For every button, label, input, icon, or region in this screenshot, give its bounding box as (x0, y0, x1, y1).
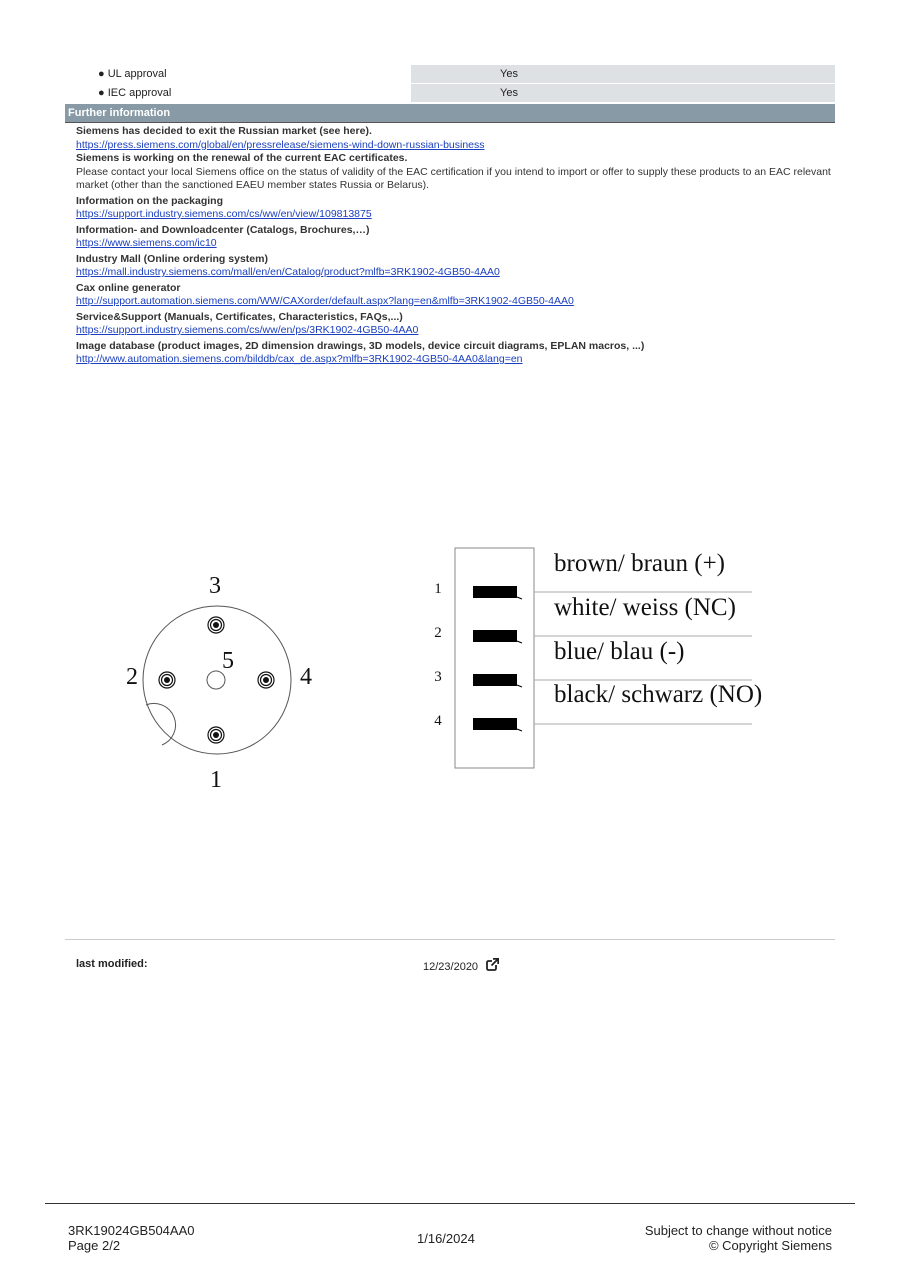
wire-number-4: 4 (434, 713, 442, 729)
pin-number-2: 2 (126, 664, 138, 690)
wire-label-brown: brown/ braun (+) (554, 550, 725, 577)
info-entry-russia (76, 125, 831, 152)
info-link[interactable]: https://www.siemens.com/ic10 (76, 237, 217, 249)
wire-terminal-1 (473, 586, 522, 599)
info-heading: Information on the packaging (76, 194, 224, 207)
section-title: Further information (68, 107, 171, 119)
wire-label-blue: blue/ blau (-) (554, 638, 685, 665)
wire-number-3: 3 (434, 669, 442, 685)
pin-1 (208, 727, 224, 743)
pin-number-5: 5 (222, 648, 234, 674)
info-link[interactable]: https://press.siemens.com/global/en/pressrelease/siemens-wind-down-russian-business (76, 138, 485, 151)
coding-notch (146, 703, 176, 745)
divider (65, 939, 835, 940)
last-modified-label: last modified: (76, 958, 148, 970)
wiring-block (455, 548, 534, 768)
info-heading: Cax online generator (76, 281, 181, 294)
wire-label-black: black/ schwarz (NO) (554, 681, 763, 708)
info-entry-packaging (76, 195, 831, 222)
info-heading: Image database (product images, 2D dimension drawings, 3D models, device circuit diagrams, EPLAN macros, ...) (76, 339, 645, 352)
pin-2 (159, 672, 175, 688)
wire-terminal-2 (473, 630, 522, 643)
pin-3 (208, 617, 224, 633)
info-link[interactable]: https://support.industry.siemens.com/cs/ww/en/ps/3RK1902-4GB50-4AA0 (76, 324, 419, 336)
info-text: Please contact your local Siemens office on the status of validity of the EAC certification if you intend to import or offer to supply these products to an EAC relevant market (other than the sanctioned EAEU member states Russia or Belarus). (76, 165, 831, 191)
info-heading: Service&Support (Manuals, Certificates, Characteristics, FAQs,...) (76, 310, 403, 323)
footer-copyright: © Copyright Siemens (708, 1238, 832, 1253)
footer-date: 1/16/2024 (417, 1231, 475, 1246)
external-link-icon[interactable] (486, 958, 499, 971)
connector-pinout-diagram (0, 530, 900, 800)
last-modified-value: 12/23/2020 (423, 961, 479, 973)
info-link[interactable]: https://mall.industry.siemens.com/mall/en/en/Catalog/product?mlfb=3RK1902-4GB50-4AA0 (76, 266, 500, 278)
info-link[interactable]: http://www.automation.siemens.com/bilddb/cax_de.aspx?mlfb=3RK1902-4GB50-4AA0&lang=en (76, 353, 523, 365)
info-entry-image-database (76, 340, 831, 367)
iec-approval-row (65, 84, 835, 102)
info-heading: Industry Mall (Online ordering system) (76, 252, 268, 265)
footer-product-code: 3RK19024GB504AA0 (68, 1223, 195, 1238)
info-heading: Siemens is working on the renewal of the current EAC certificates. (76, 152, 408, 164)
info-entry-downloadcenter (76, 224, 831, 251)
wire-terminal-3 (473, 674, 522, 687)
pin-number-3: 3 (209, 573, 221, 599)
pin-number-4: 4 (300, 664, 312, 690)
info-link[interactable]: http://support.automation.siemens.com/WW/CAXorder/default.aspx?lang=en&mlfb=3RK1902-4GB50-4AA0 (76, 295, 574, 307)
footer-divider (45, 1203, 855, 1204)
ul-approval-value: Yes (500, 68, 518, 80)
iec-approval-value: Yes (500, 87, 518, 99)
info-entry-eac (76, 152, 831, 193)
info-entry-industry-mall (76, 253, 831, 280)
footer-page-number: Page 2/2 (68, 1238, 121, 1253)
further-information-list (76, 125, 831, 367)
pin-number-1: 1 (210, 767, 222, 793)
info-heading: Siemens has decided to exit the Russian market (see here). (76, 125, 372, 137)
iec-approval-label: ● IEC approval (98, 87, 172, 99)
info-entry-cax (76, 282, 831, 309)
info-link[interactable]: https://support.industry.siemens.com/cs/ww/en/view/109813875 (76, 208, 372, 220)
last-modified-value-wrap (423, 958, 499, 973)
ul-approval-label: ● UL approval (98, 68, 167, 80)
wire-number-1: 1 (434, 581, 442, 597)
info-entry-service-support (76, 311, 831, 338)
footer-notice: Subject to change without notice (644, 1223, 832, 1238)
further-information-header (65, 104, 835, 123)
ul-approval-row (65, 65, 835, 83)
wire-terminal-4 (473, 718, 522, 731)
pin-4 (258, 672, 274, 688)
info-heading: Information- and Downloadcenter (Catalogs, Brochures,…) (76, 223, 370, 236)
wire-number-2: 2 (434, 625, 442, 641)
wire-label-white: white/ weiss (NC) (554, 594, 736, 621)
